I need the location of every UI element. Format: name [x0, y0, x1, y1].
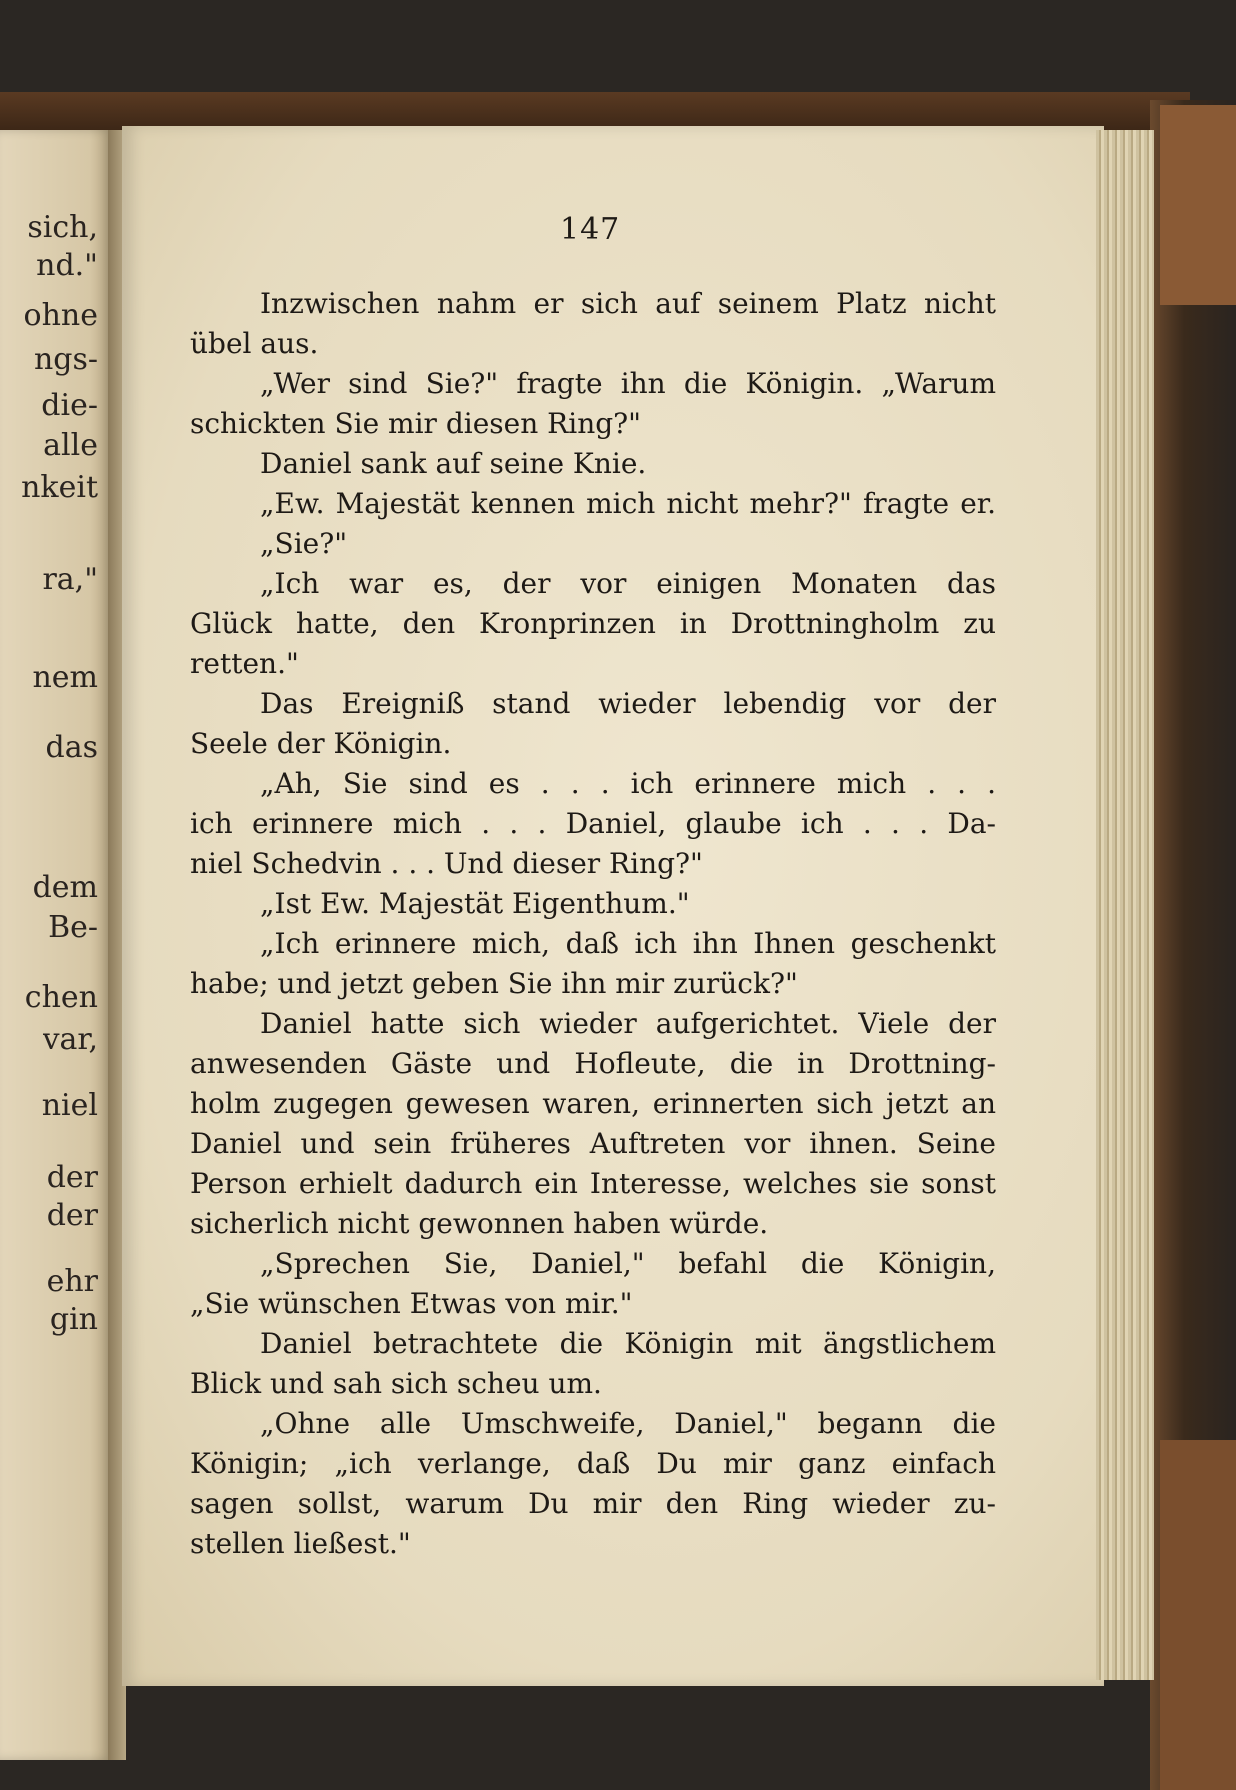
left-page-fragment: nem: [32, 660, 98, 695]
text-line: sicherlich nicht gewonnen haben würde.: [190, 1207, 769, 1240]
page-stack-edges: [1096, 130, 1154, 1680]
text-line: schickten Sie mir diesen Ring?": [190, 407, 642, 440]
left-page-fragment: Be-: [48, 910, 98, 945]
text-line: „Ah, Sie sind es . . . ich erinnere mich . . .: [260, 767, 996, 800]
text-line: sagen sollst, warum Du mir den Ring wieder zu-: [190, 1487, 996, 1520]
text-line: Daniel sank auf seine Knie.: [260, 447, 647, 480]
text-line: ich erinnere mich . . . Daniel, glaube ich . . . Da-: [190, 807, 996, 840]
left-page-fragment: ra,": [42, 562, 98, 597]
left-page-fragment: sich,: [27, 210, 98, 245]
text-line: „Sie wünschen Etwas von mir.": [190, 1287, 633, 1320]
left-page-fragment: die-: [41, 388, 98, 423]
left-page-fragment: der: [46, 1160, 98, 1195]
page-body-text: [190, 284, 996, 1564]
text-line: „Sprechen Sie, Daniel," befahl die Königin,: [260, 1247, 996, 1280]
text-line: „Ich erinnere mich, daß ich ihn Ihnen geschenkt: [260, 927, 996, 960]
text-line: „Ew. Majestät kennen mich nicht mehr?" fragte er.: [260, 487, 996, 520]
text-line: Seele der Königin.: [190, 727, 452, 760]
text-line: Inzwischen nahm er sich auf seinem Platz nicht: [260, 287, 996, 320]
text-line: Blick und sah sich scheu um.: [190, 1367, 602, 1400]
text-line: stellen ließest.": [190, 1527, 411, 1560]
text-line: Das Ereigniß stand wieder lebendig vor der: [260, 687, 996, 720]
left-page-fragment: alle: [43, 428, 98, 463]
left-page-fragment: das: [45, 730, 98, 765]
left-page-fragment: ehr: [46, 1264, 98, 1299]
text-line: „Wer sind Sie?" fragte ihn die Königin. „Warum: [260, 367, 996, 400]
left-page-fragment: ngs-: [33, 342, 98, 377]
text-line: „Ich war es, der vor einigen Monaten das: [260, 567, 996, 600]
text-line: niel Schedvin . . . Und dieser Ring?": [190, 847, 703, 880]
text-line: „Sie?": [260, 527, 348, 560]
leather-corner-top: [1160, 105, 1236, 305]
left-page-fragment: nkeit: [21, 470, 98, 505]
text-line: Daniel betrachtete die Königin mit ängstlichem: [260, 1327, 996, 1360]
left-page-fragment: nd.": [36, 248, 98, 283]
page-number: 147: [560, 212, 621, 247]
left-page-edge: [0, 130, 112, 1760]
left-page-text-fragments: [0, 130, 112, 1760]
text-line: übel aus.: [190, 327, 319, 360]
left-page-fragment: gin: [49, 1302, 98, 1337]
text-line: Daniel und sein früheres Auftreten vor ihnen. Seine: [190, 1127, 996, 1160]
left-page-fragment: chen: [24, 980, 98, 1015]
text-line: habe; und jetzt geben Sie ihn mir zurück?": [190, 967, 798, 1000]
text-line: retten.": [190, 647, 299, 680]
left-page-fragment: dem: [32, 870, 98, 905]
text-line: Daniel hatte sich wieder aufgerichtet. Viele der: [260, 1007, 996, 1040]
text-line: Königin; „ich verlange, daß Du mir ganz einfach: [190, 1447, 996, 1480]
left-page-fragment: niel: [41, 1088, 98, 1123]
left-page-fragment: var,: [42, 1022, 98, 1057]
text-line: Person erhielt dadurch ein Interesse, welches sie sonst: [190, 1167, 996, 1200]
text-line: Glück hatte, den Kronprinzen in Drottningholm zu: [190, 607, 996, 640]
text-line: „Ist Ew. Majestät Eigenthum.": [260, 887, 690, 920]
left-page-fragment: der: [46, 1198, 98, 1233]
text-line: „Ohne alle Umschweife, Daniel," begann die: [260, 1407, 996, 1440]
leather-corner-bottom: [1160, 1440, 1236, 1790]
left-page-fragment: ohne: [23, 298, 98, 333]
text-line: anwesenden Gäste und Hofleute, die in Drottning-: [190, 1047, 996, 1080]
text-line: holm zugegen gewesen waren, erinnerten sich jetzt an: [190, 1087, 996, 1120]
